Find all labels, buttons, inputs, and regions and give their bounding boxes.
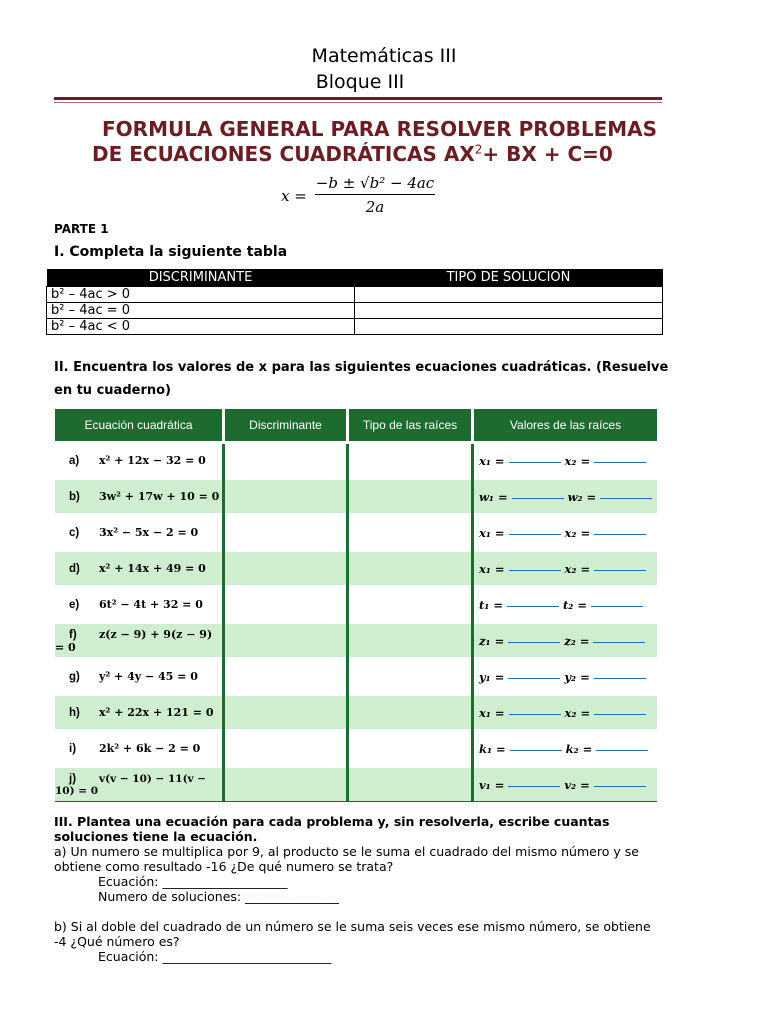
root1-blank[interactable]	[509, 460, 561, 463]
root2-label: w₂ =	[567, 489, 597, 504]
row-label: c)	[69, 527, 80, 539]
root1-label: z₁ =	[479, 633, 505, 648]
row-label: j)	[69, 772, 77, 785]
disc-cell: b² – 4ac < 0	[47, 319, 355, 335]
equation-cell	[55, 659, 224, 695]
discriminant-cell[interactable]	[224, 695, 348, 731]
equation-text: x² + 14x + 49 = 0	[99, 562, 206, 575]
problem-b-line1: b) Si al doble del cuadrado de un número se le suma seis veces ese mismo número, se obtiene	[54, 919, 651, 934]
root-values-cell[interactable]	[473, 443, 658, 479]
root1-label: x₁ =	[479, 705, 505, 720]
equation-row	[55, 587, 657, 623]
title-line2-prefix: DE ECUACIONES CUADRÁTICAS AX	[92, 142, 475, 166]
problem-a-solutions-field[interactable]: Numero de soluciones: _______________	[98, 889, 339, 904]
part3-section	[54, 814, 714, 964]
root-values-cell[interactable]	[473, 695, 658, 731]
root-type-cell[interactable]	[348, 587, 473, 623]
discriminant-cell[interactable]	[224, 767, 348, 802]
part3-instruction-line1: III. Plantea una ecuación para cada problema y, sin resolverla, escribe cuantas	[54, 814, 610, 829]
root2-label: x₂ =	[564, 561, 591, 576]
eq-header-equation: Ecuación cuadrática	[55, 409, 224, 443]
eq-header-root-type: Tipo de las raíces	[348, 409, 473, 443]
equation-text: x² + 22x + 121 = 0	[99, 706, 214, 719]
part2-instruction-line2: en tu cuaderno)	[54, 383, 171, 398]
equation-text: x² + 12x − 32 = 0	[99, 454, 206, 467]
discriminant-cell[interactable]	[224, 479, 348, 515]
root2-label: x₂ =	[564, 453, 591, 468]
root2-label: k₂ =	[565, 741, 593, 756]
root-type-cell[interactable]	[348, 551, 473, 587]
discriminant-cell[interactable]	[224, 623, 348, 659]
discriminant-cell[interactable]	[224, 515, 348, 551]
root2-label: y₂ =	[564, 669, 590, 684]
equation-row	[55, 551, 657, 587]
equation-row	[55, 659, 657, 695]
equations-table	[55, 409, 657, 802]
root1-label: v₁ =	[479, 777, 505, 792]
root1-blank[interactable]	[508, 784, 560, 787]
root1-blank[interactable]	[512, 496, 564, 499]
root2-blank[interactable]	[596, 748, 648, 751]
root-type-cell[interactable]	[348, 695, 473, 731]
eq-header-discriminant: Discriminante	[224, 409, 348, 443]
part1-instruction: I. Completa la siguiente tabla	[54, 244, 288, 260]
equation-row	[55, 731, 657, 767]
subject-title: Matemáticas III	[311, 45, 457, 67]
discriminant-cell[interactable]	[224, 551, 348, 587]
root1-blank[interactable]	[509, 712, 561, 715]
root1-label: k₁ =	[479, 741, 506, 756]
row-label: i)	[69, 743, 77, 755]
equation-cell	[55, 479, 224, 515]
root1-blank[interactable]	[509, 532, 561, 535]
formula-fraction-bar	[315, 194, 435, 195]
root2-label: v₂ =	[564, 777, 590, 792]
root1-label: t₁ =	[479, 597, 503, 612]
equation-row	[55, 479, 657, 515]
discriminant-cell[interactable]	[224, 443, 348, 479]
root-type-cell[interactable]	[348, 515, 473, 551]
disc-header-solution-type: TIPO DE SOLUCION	[355, 269, 663, 287]
disc-cell: b² – 4ac = 0	[47, 303, 355, 319]
equation-text: 6t² − 4t + 32 = 0	[99, 598, 203, 611]
root-values-cell[interactable]	[473, 623, 658, 659]
part2-instruction-line1: II. Encuentra los valores de x para las siguientes ecuaciones cuadráticas. (Resuelve	[54, 360, 669, 375]
root-type-cell[interactable]	[348, 623, 473, 659]
equation-text: v(v − 10) − 11(v − 10) = 0	[55, 772, 207, 797]
quadratic-formula	[281, 172, 441, 218]
main-title-line1: FORMULA GENERAL PARA RESOLVER PROBLEMAS	[102, 117, 658, 141]
root1-label: x₁ =	[479, 561, 505, 576]
row-label: h)	[69, 707, 80, 719]
equation-cell	[55, 443, 224, 479]
root1-label: x₁ =	[479, 453, 505, 468]
root1-blank[interactable]	[509, 568, 561, 571]
part3-instruction-line2: soluciones tiene la ecuación.	[54, 829, 258, 844]
title-line2-suffix: + BX + C=0	[482, 142, 613, 166]
equation-cell	[55, 587, 224, 623]
solution-type-cell[interactable]	[355, 287, 663, 303]
root2-blank[interactable]	[594, 568, 646, 571]
root-values-cell[interactable]	[473, 479, 658, 515]
spacer	[54, 904, 714, 919]
row-label: d)	[69, 563, 80, 575]
root-type-cell[interactable]	[348, 767, 473, 802]
root-values-cell[interactable]	[473, 551, 658, 587]
formula-denominator: 2a	[365, 198, 385, 216]
block-title: Bloque III	[315, 71, 405, 93]
root2-blank[interactable]	[594, 784, 646, 787]
main-title-line2	[92, 142, 613, 166]
root1-label: w₁ =	[479, 489, 508, 504]
root1-blank[interactable]	[508, 676, 560, 679]
equation-row	[55, 623, 657, 659]
equation-row	[55, 443, 657, 479]
root-values-cell[interactable]	[473, 587, 658, 623]
formula-lhs: x =	[281, 187, 307, 205]
root2-blank[interactable]	[591, 604, 643, 607]
root2-label: x₂ =	[564, 705, 591, 720]
problem-a-line2: obtiene como resultado -16 ¿De qué numero se trata?	[54, 859, 394, 874]
header-rule	[54, 97, 662, 100]
root-values-cell[interactable]	[473, 659, 658, 695]
solution-type-cell[interactable]	[355, 303, 663, 319]
root2-blank[interactable]	[594, 460, 646, 463]
equation-cell	[55, 551, 224, 587]
equation-text: y² + 4y − 45 = 0	[99, 670, 198, 683]
root1-blank[interactable]	[507, 604, 559, 607]
equation-cell	[55, 623, 224, 659]
equation-row	[55, 695, 657, 731]
equation-cell	[55, 767, 224, 802]
root1-blank[interactable]	[510, 748, 562, 751]
root-type-cell[interactable]	[348, 479, 473, 515]
problem-b-line2: -4 ¿Qué número es?	[54, 934, 180, 949]
problem-b-equation-field[interactable]: Ecuación: ___________________________	[98, 949, 332, 964]
discriminant-table	[46, 269, 663, 335]
equation-text: 3w² + 17w + 10 = 0	[99, 490, 220, 503]
discriminant-cell[interactable]	[224, 659, 348, 695]
root-type-cell[interactable]	[348, 731, 473, 767]
root2-label: t₂ =	[563, 597, 587, 612]
equation-cell	[55, 695, 224, 731]
root2-blank[interactable]	[594, 712, 646, 715]
discriminant-cell[interactable]	[224, 731, 348, 767]
root1-label: y₁ =	[479, 669, 505, 684]
equation-text: 2k² + 6k − 2 = 0	[99, 742, 201, 755]
root2-label: z₂ =	[564, 633, 590, 648]
root-values-cell[interactable]	[473, 767, 658, 802]
root-values-cell[interactable]	[473, 515, 658, 551]
root2-blank[interactable]	[600, 496, 652, 499]
row-label: a)	[69, 455, 80, 467]
row-label: f)	[69, 628, 77, 641]
header-rule-thin	[54, 102, 662, 103]
root1-blank[interactable]	[508, 640, 560, 643]
root2-blank[interactable]	[594, 676, 646, 679]
solution-type-cell[interactable]	[355, 319, 663, 335]
root1-label: x₁ =	[479, 525, 505, 540]
root2-blank[interactable]	[593, 640, 645, 643]
title-superscript: 2	[474, 142, 483, 157]
equation-text: z(z − 9) + 9(z − 9) = 0	[55, 627, 213, 654]
disc-header-discriminant: DISCRIMINANTE	[47, 269, 355, 287]
problem-a-equation-field[interactable]: Ecuación: ____________________	[98, 874, 288, 889]
row-label: g)	[69, 671, 80, 683]
equation-cell	[55, 515, 224, 551]
equation-row	[55, 515, 657, 551]
problem-a-line1: a) Un numero se multiplica por 9, al producto se le suma el cuadrado del mismo número y se	[54, 844, 639, 859]
equation-text: 3x² − 5x − 2 = 0	[99, 526, 199, 539]
row-label: b)	[69, 491, 80, 503]
row-label: e)	[69, 599, 80, 611]
root-type-cell[interactable]	[348, 659, 473, 695]
formula-numerator: −b ± √b² − 4ac	[315, 174, 435, 192]
equation-cell	[55, 731, 224, 767]
eq-header-root-values: Valores de las raíces	[473, 409, 658, 443]
disc-cell: b² – 4ac > 0	[47, 287, 355, 303]
root2-blank[interactable]	[594, 532, 646, 535]
root2-label: x₂ =	[564, 525, 591, 540]
root-values-cell[interactable]	[473, 731, 658, 767]
root-type-cell[interactable]	[348, 443, 473, 479]
part1-heading: PARTE 1	[54, 222, 109, 236]
discriminant-cell[interactable]	[224, 587, 348, 623]
equation-row	[55, 767, 657, 802]
